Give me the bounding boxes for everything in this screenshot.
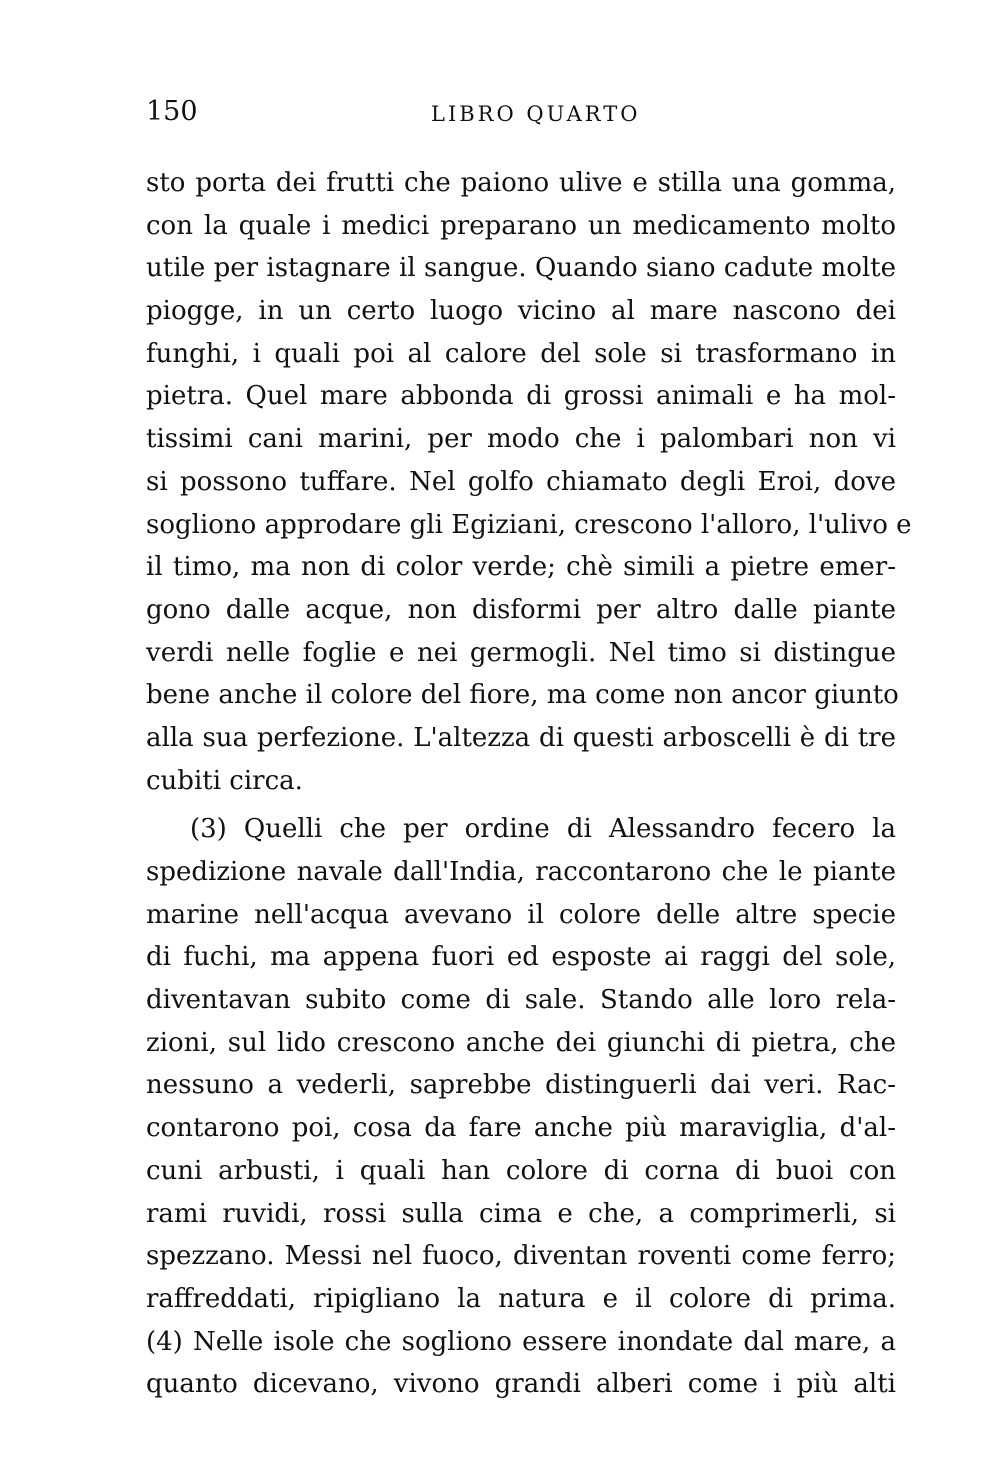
text-line: tissimi cani marini, per modo che i palombari non vi	[146, 424, 896, 455]
text-line: funghi, i quali poi al calore del sole si trasformano in	[146, 338, 896, 369]
text-line: rami ruvidi, rossi sulla cima e che, a comprimerli, si	[146, 1198, 896, 1229]
text-line: nessuno a vederli, saprebbe distinguerli dai veri. Rac-	[146, 1070, 896, 1101]
text-line: sto porta dei frutti che paiono ulive e stilla una gomma,	[146, 168, 896, 198]
text-line: raffreddati, ripigliano la natura e il colore di prima.	[146, 1283, 896, 1314]
text-line: quanto dicevano, vivono grandi alberi come i più alti	[146, 1369, 896, 1400]
text-line: spedizione navale dall'India, raccontarono che le piante	[146, 857, 896, 887]
text-line: sogliono approdare gli Egiziani, crescono l'alloro, l'ulivo e	[146, 509, 912, 540]
text-line: pietra. Quel mare abbonda di grossi animali e ha mol-	[146, 381, 896, 412]
text-line: piogge, in un certo luogo vicino al mare nascono dei	[146, 296, 896, 327]
text-line: il timo, ma non di color verde; chè simili a pietre emer-	[146, 552, 896, 583]
text-line: contarono poi, cosa da fare anche più maraviglia, d'al-	[146, 1113, 896, 1144]
body-text	[146, 162, 912, 1406]
text-line: gono dalle acque, non disformi per altro dalle piante	[146, 594, 896, 625]
text-line: verdi nelle foglie e nei germogli. Nel timo si distingue	[146, 637, 896, 668]
footnote-line: (4) Nelle isole che sogliono essere inondate dal mare, a	[146, 1326, 896, 1357]
text-line: cuni arbusti, i quali han colore di corna di buoi con	[146, 1155, 896, 1186]
text-line: zioni, sul lido crescono anche dei giunchi di pietra, che	[146, 1027, 896, 1058]
text-line: cubiti circa.	[146, 765, 303, 796]
text-line: spezzano. Messi nel fuoco, diventan roventi come ferro;	[146, 1241, 896, 1272]
running-head: LIBRO QUARTO	[431, 102, 641, 126]
text-line: utile per istagnare il sangue. Quando siano cadute molte	[146, 253, 896, 284]
page-header	[146, 92, 896, 132]
text-line: di fuchi, ma appena fuori ed esposte ai raggi del sole,	[146, 942, 896, 973]
text-line: diventavan subito come di sale. Stando alle loro rela-	[146, 985, 896, 1016]
text-line: si possono tuffare. Nel golfo chiamato degli Eroi, dove	[146, 466, 896, 497]
text-line: alla sua perfezione. L'altezza di questi arboscelli è di tre	[146, 722, 896, 753]
footnote-line: (3) Quelli che per ordine di Alessandro fecero la	[190, 814, 896, 845]
page-number: 150	[146, 96, 198, 127]
text-line: con la quale i medici preparano un medicamento molto	[146, 210, 896, 241]
text-line: bene anche il colore del fiore, ma come non ancor giunto	[146, 680, 899, 711]
text-line: marine nell'acqua avevano il colore delle altre specie	[146, 899, 896, 930]
